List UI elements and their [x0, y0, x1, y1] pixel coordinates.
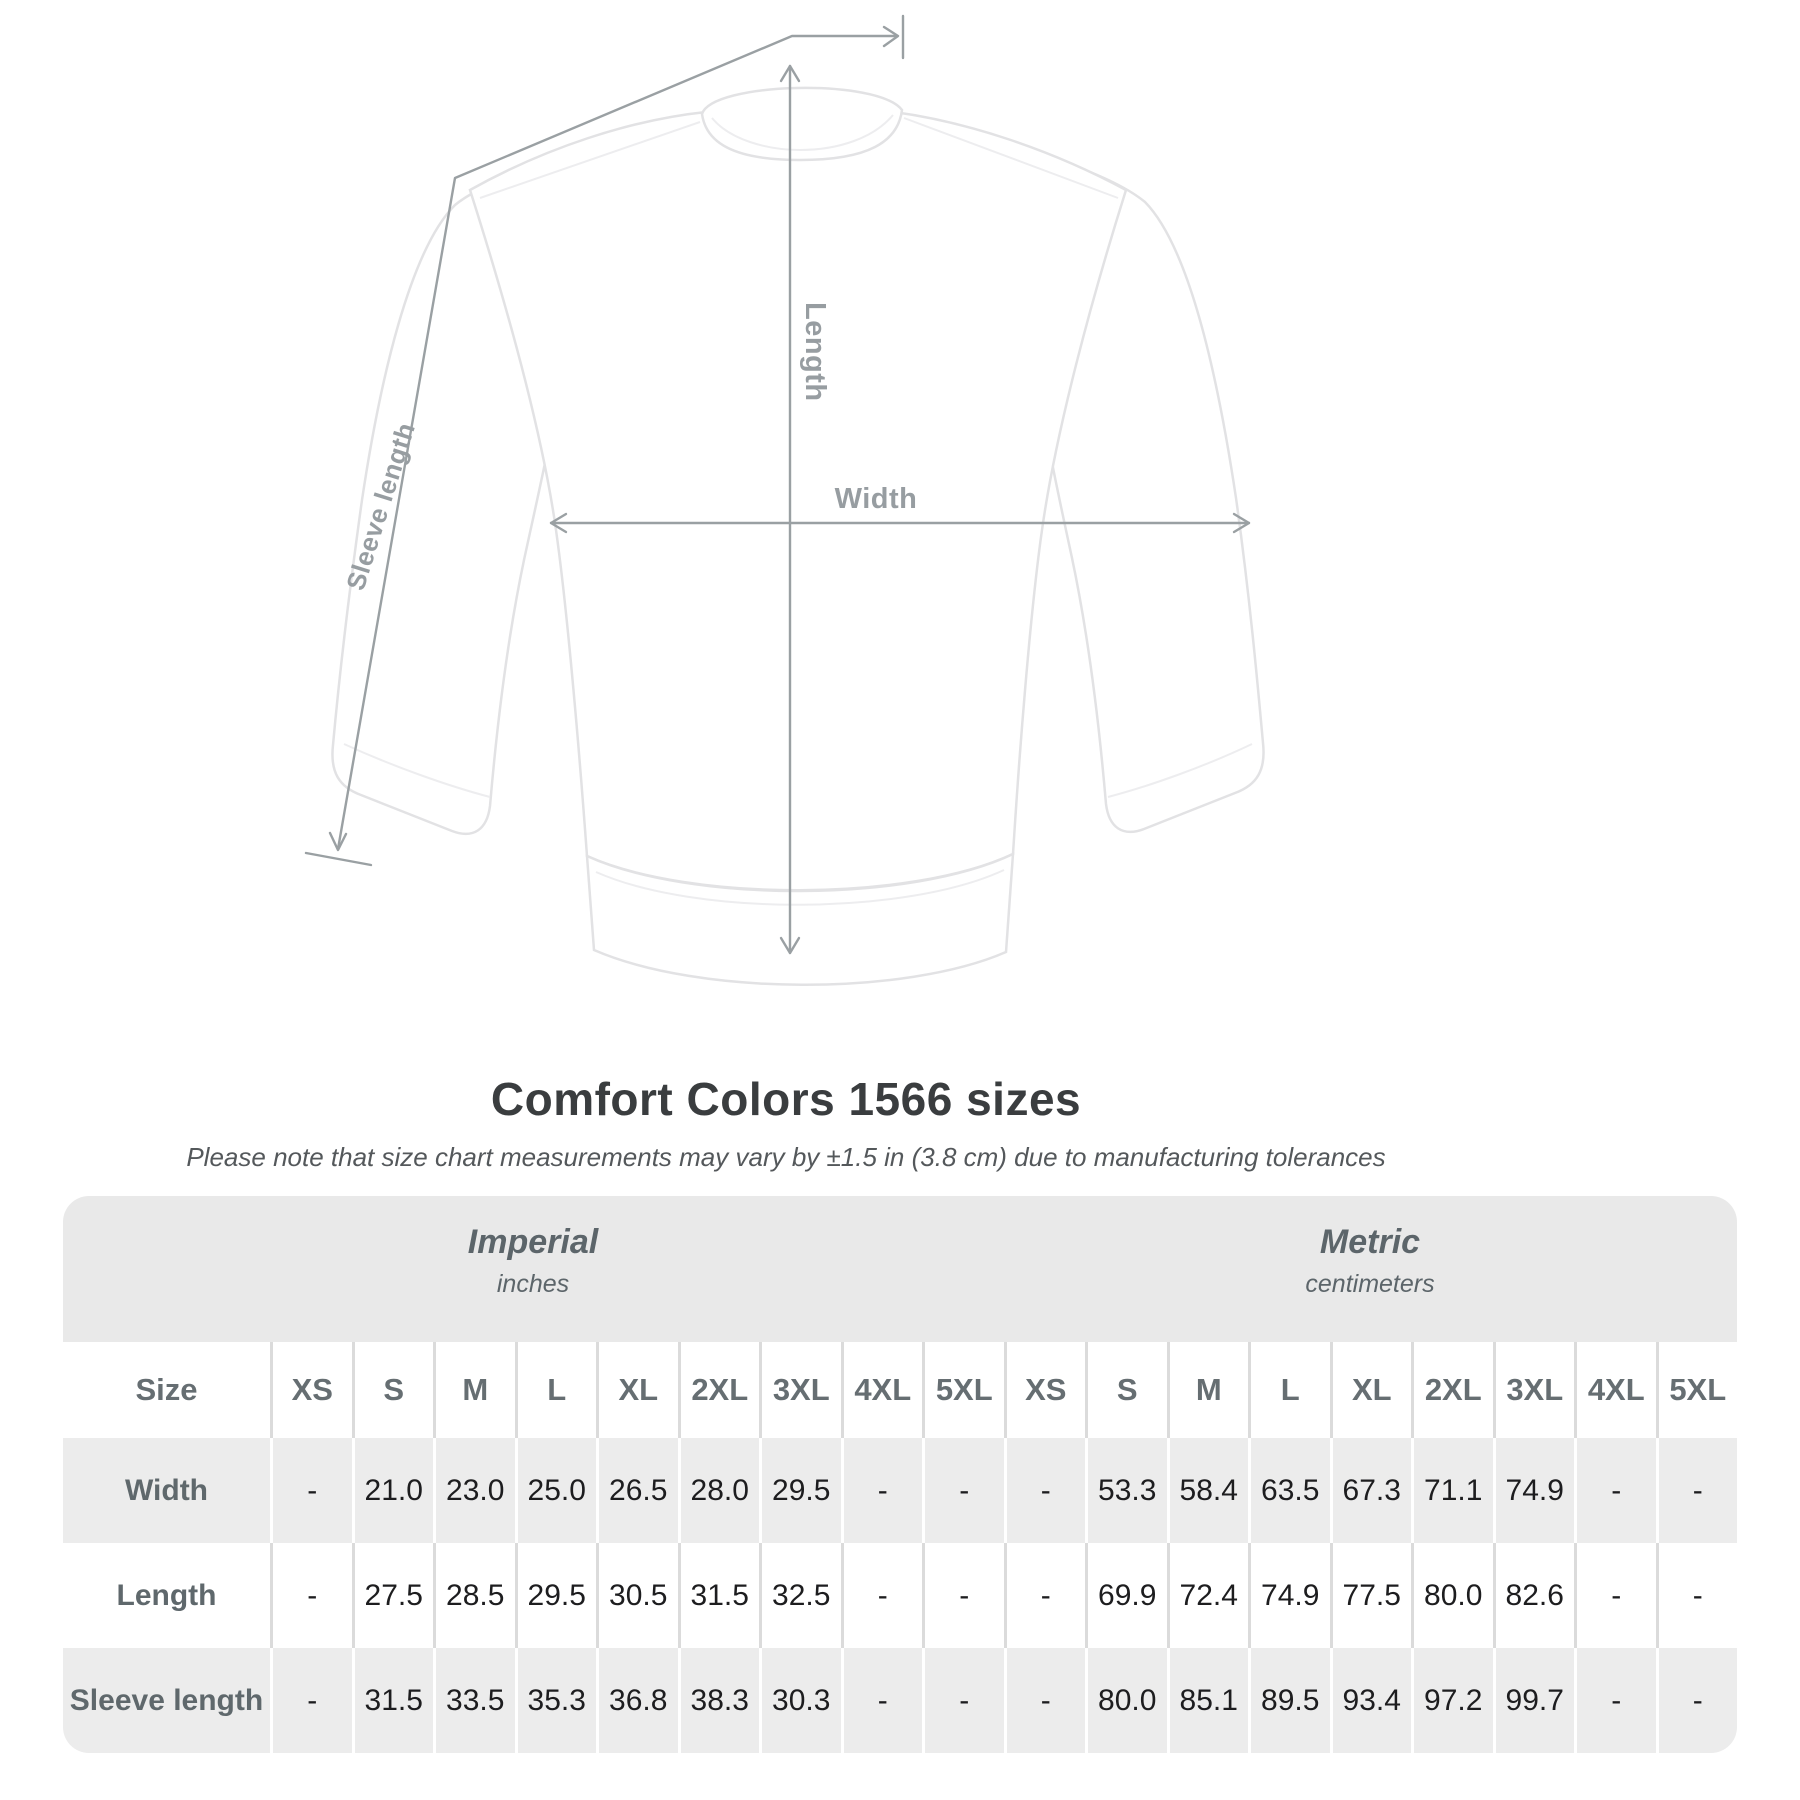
table-cell: 67.3 — [1330, 1438, 1412, 1543]
size-col-header: M — [1167, 1342, 1249, 1438]
page-title: Comfort Colors 1566 sizes — [490, 1073, 1082, 1125]
size-col-header: 4XL — [841, 1342, 923, 1438]
row-label: Length — [116, 1578, 217, 1612]
table-cell: 53.3 — [1085, 1438, 1167, 1543]
table-cell: 25.0 — [515, 1438, 597, 1543]
imperial-sub-label: inches — [496, 1270, 570, 1298]
table-cell: - — [270, 1543, 352, 1648]
table-cell: 77.5 — [1330, 1543, 1412, 1648]
table-cell: 63.5 — [1248, 1438, 1330, 1543]
size-col-header: XL — [1330, 1342, 1412, 1438]
table-cell: 82.6 — [1493, 1543, 1575, 1648]
size-col-header: S — [352, 1342, 434, 1438]
table-cell: - — [841, 1648, 923, 1753]
table-cell: 30.3 — [759, 1648, 841, 1753]
table-cell: 80.0 — [1411, 1543, 1493, 1648]
table-cell: - — [1574, 1648, 1656, 1753]
table-cell: - — [1004, 1438, 1086, 1543]
size-col-header: S — [1085, 1342, 1167, 1438]
table-row-sleeve-length — [63, 1648, 1737, 1753]
table-cell: 58.4 — [1167, 1438, 1249, 1543]
table-cell: 99.7 — [1493, 1648, 1575, 1753]
size-col-header: XS — [270, 1342, 352, 1438]
table-cell: 31.5 — [678, 1543, 760, 1648]
metric-header — [1003, 1196, 1737, 1342]
table-cell: 89.5 — [1248, 1648, 1330, 1753]
size-col-header: 5XL — [922, 1342, 1004, 1438]
size-table — [63, 1196, 1737, 1753]
table-cell: 80.0 — [1085, 1648, 1167, 1753]
table-cell: 27.5 — [352, 1543, 434, 1648]
table-cell: 31.5 — [352, 1648, 434, 1753]
table-cell: - — [841, 1438, 923, 1543]
table-cell: 35.3 — [515, 1648, 597, 1753]
table-cell: 21.0 — [352, 1438, 434, 1543]
table-cell: 29.5 — [759, 1438, 841, 1543]
table-cell: 28.0 — [678, 1438, 760, 1543]
table-row-length — [63, 1543, 1737, 1648]
size-col-header: 3XL — [1493, 1342, 1575, 1438]
table-cell: - — [270, 1648, 352, 1753]
size-header-row — [63, 1342, 1737, 1438]
table-cell: 26.5 — [596, 1438, 678, 1543]
table-cell: - — [1656, 1648, 1738, 1753]
table-cell: - — [922, 1543, 1004, 1648]
metric-sub-label: centimeters — [1305, 1270, 1435, 1298]
table-cell: - — [1004, 1543, 1086, 1648]
table-cell: 32.5 — [759, 1543, 841, 1648]
table-cell: - — [1574, 1438, 1656, 1543]
tolerance-note: Please note that size chart measurements may vary by ±1.5 in (3.8 cm) due to manufacturing tolerances — [186, 1142, 1386, 1172]
table-cell: - — [270, 1438, 352, 1543]
sweatshirt-image — [332, 88, 1263, 985]
table-cell: 33.5 — [433, 1648, 515, 1753]
table-cell: - — [1574, 1543, 1656, 1648]
size-col-header: L — [515, 1342, 597, 1438]
size-col-header: 5XL — [1656, 1342, 1738, 1438]
table-cell: - — [1004, 1648, 1086, 1753]
size-col-header: M — [433, 1342, 515, 1438]
table-cell: 97.2 — [1411, 1648, 1493, 1753]
row-label: Sleeve length — [69, 1683, 264, 1717]
size-col-header: L — [1248, 1342, 1330, 1438]
table-cell: 74.9 — [1493, 1438, 1575, 1543]
table-cell: 71.1 — [1411, 1438, 1493, 1543]
imperial-label: Imperial — [467, 1223, 599, 1261]
size-col-header: 2XL — [678, 1342, 760, 1438]
table-cell: 38.3 — [678, 1648, 760, 1753]
width-label: Width — [834, 483, 918, 515]
table-cell: 85.1 — [1167, 1648, 1249, 1753]
size-col-header: XS — [1004, 1342, 1086, 1438]
table-cell: - — [922, 1438, 1004, 1543]
row-label: Width — [124, 1473, 209, 1507]
size-header-cell: Size — [135, 1372, 198, 1407]
size-col-header: 4XL — [1574, 1342, 1656, 1438]
imperial-header — [63, 1196, 1003, 1342]
table-cell: 69.9 — [1085, 1543, 1167, 1648]
table-cell: 72.4 — [1167, 1543, 1249, 1648]
metric-label: Metric — [1319, 1223, 1421, 1261]
size-col-header: 3XL — [759, 1342, 841, 1438]
table-cell: 23.0 — [433, 1438, 515, 1543]
table-cell: - — [1656, 1543, 1738, 1648]
table-cell: 36.8 — [596, 1648, 678, 1753]
table-cell: 29.5 — [515, 1543, 597, 1648]
unit-band — [63, 1196, 1737, 1342]
size-col-header: XL — [596, 1342, 678, 1438]
table-row-width — [63, 1438, 1737, 1543]
table-cell: - — [841, 1543, 923, 1648]
table-cell: 93.4 — [1330, 1648, 1412, 1753]
table-cell: 28.5 — [433, 1543, 515, 1648]
size-col-header: 2XL — [1411, 1342, 1493, 1438]
table-cell: 30.5 — [596, 1543, 678, 1648]
table-cell: - — [922, 1648, 1004, 1753]
table-cell: - — [1656, 1438, 1738, 1543]
length-label: Length — [799, 302, 831, 402]
table-cell: 74.9 — [1248, 1543, 1330, 1648]
sleeve-length-label: Sleeve length — [340, 418, 422, 594]
